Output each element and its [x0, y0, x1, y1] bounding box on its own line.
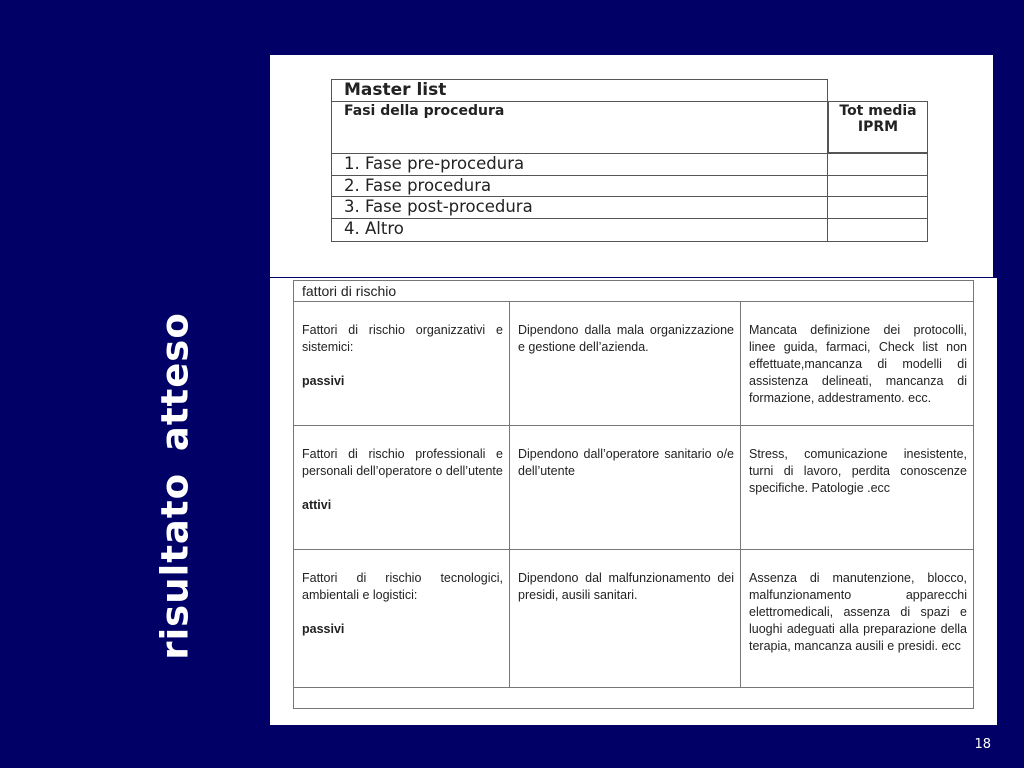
risk-origin: Dipendono dal malfunzionamento dei presidi, ausili sanitari.	[510, 550, 741, 687]
phase-row	[332, 154, 927, 176]
phase-label: 1. Fase pre-procedura	[332, 154, 828, 175]
procedure-phases-table	[331, 153, 928, 242]
risk-examples: Mancata definizione dei protocolli, linee guida, farmaci, Check list non effettuate,mancanza di modelli di assistenza delineati, mancanza di formazione, addestramento. ecc.	[749, 323, 967, 405]
risk-factors-header: fattori di rischio	[294, 281, 973, 302]
risk-table-footer-row	[294, 688, 973, 708]
risk-factors-table	[293, 280, 974, 709]
risk-nature: attivi	[302, 498, 332, 512]
master-list-scan	[270, 55, 993, 277]
master-list-title: Master list	[332, 80, 827, 102]
risk-category-cell	[294, 550, 510, 687]
risk-category-cell	[294, 302, 510, 425]
phase-label: 3. Fase post-procedura	[332, 197, 828, 218]
phase-total-cell	[828, 197, 927, 218]
risk-origin: Dipendono dall’operatore sanitario o/e dell’utente	[510, 426, 741, 549]
total-iprm-header: Tot media IPRM	[828, 101, 928, 153]
phase-total-cell	[828, 154, 927, 175]
risk-examples: Stress, comunicazione inesistente, turni di lavoro, perdita conoscenze specifiche. Patologie .ecc	[749, 447, 967, 495]
phase-label: 4. Altro	[332, 219, 828, 241]
master-list-header	[331, 79, 828, 153]
risk-category: Fattori di rischio professionali e personali dell’operatore o dell’utente	[302, 447, 503, 478]
risk-category-cell	[294, 426, 510, 549]
risk-factors-scan	[270, 278, 997, 725]
risk-row-organizational	[294, 302, 973, 426]
risk-origin: Dipendono dalla mala organizzazione e gestione dell’azienda.	[510, 302, 741, 425]
risk-row-technological	[294, 550, 973, 688]
risk-nature: passivi	[302, 622, 345, 636]
risk-row-professional	[294, 426, 973, 550]
phase-total-cell	[828, 176, 927, 197]
risk-examples: Assenza di manutenzione, blocco, malfunzionamento apparecchi elettromedicali, assenza di spazi e luoghi adeguati alla preparazione della terapia, mancanza ausili e presidi. ecc	[749, 571, 967, 653]
procedure-phases-heading: Fasi della procedura	[344, 103, 505, 119]
risk-category: Fattori di rischio tecnologici, ambientali e logistici:	[302, 571, 503, 602]
risk-category: Fattori di rischio organizzativi e sistemici:	[302, 323, 503, 354]
slide-side-title: risultato atteso	[153, 312, 197, 660]
phase-total-cell	[828, 219, 927, 241]
phase-row	[332, 176, 927, 198]
phase-row	[332, 219, 927, 241]
page-number: 18	[974, 737, 991, 752]
phase-label: 2. Fase procedura	[332, 176, 828, 197]
risk-nature: passivi	[302, 374, 345, 388]
phase-row	[332, 197, 927, 219]
